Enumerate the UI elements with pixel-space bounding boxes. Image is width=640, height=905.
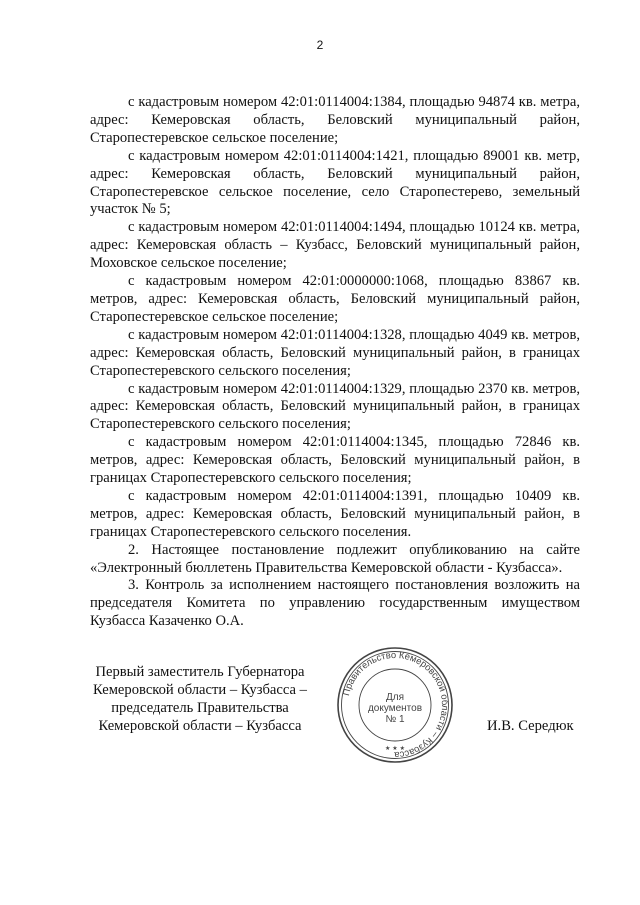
paragraph-publication: 2. Настоящее постановление подлежит опубликованию на сайте «Электронный бюллетень Правительства Кемеровской области - Кузбасса». xyxy=(90,541,580,576)
paragraph-land-plot-8: с кадастровым номером 42:01:0114004:1391, площадью 10409 кв. метров, адрес: Кемеровская область, Беловский муниципальный район, в границах Старопестеревского сельского поселения. xyxy=(90,487,580,540)
signatory-title-line: председатель Правительства xyxy=(111,699,289,716)
stamp-ring-text: Правительство Кемеровской области – Кузбасса xyxy=(340,648,452,762)
document-body xyxy=(90,94,580,631)
stamp-center-line-2: документов xyxy=(367,703,423,714)
paragraph-land-plot-7: с кадастровым номером 42:01:0114004:1345, площадью 72846 кв. метров, адрес: Кемеровская область, Беловский муниципальный район, в границах Старопестеревского сельского поселения; xyxy=(90,434,580,487)
paragraph-land-plot-1: с кадастровым номером 42:01:0114004:1384, площадью 94874 кв. метра, адрес: Кемеровская область, Беловский муниципальный район, Старопестеревское сельское поселение; xyxy=(90,94,580,146)
stamp-center-line-3: № 1 xyxy=(385,714,405,725)
paragraph-land-plot-5: с кадастровым номером 42:01:0114004:1328, площадью 4049 кв. метров, адрес: Кемеровская область, Беловский муниципальный район, в границах Старопестеревского сельского поселения; xyxy=(90,326,580,379)
stamp-center-line-1: Для xyxy=(385,692,405,703)
paragraph-land-plot-4: с кадастровым номером 42:01:0000000:1068, площадью 83867 кв. метров, адрес: Кемеровская область, Беловский муниципальный район, Старопестеревское сельское поселение; xyxy=(90,273,580,325)
page-number: 2 xyxy=(316,38,324,52)
paragraph-land-plot-6: с кадастровым номером 42:01:0114004:1329, площадью 2370 кв. метров, адрес: Кемеровская область, Беловский муниципальный район, в границах Старопестеревского сельского поселения; xyxy=(90,380,580,433)
signatory-title-line: Кемеровской области – Кузбасса xyxy=(98,717,302,734)
paragraph-land-plot-2: с кадастровым номером 42:01:0114004:1421, площадью 89001 кв. метр, адрес: Кемеровская область, Беловский муниципальный район, Старопестеревское сельское поселение, село Старопестерево, земельный участок № 5; xyxy=(90,147,580,218)
signatory-title-line: Первый заместитель Губернатора xyxy=(95,664,305,680)
paragraph-land-plot-3: с кадастровым номером 42:01:0114004:1494, площадью 10124 кв. метра, адрес: Кемеровская область – Кузбасс, Беловский муниципальный район, Моховское сельское поселение; xyxy=(90,219,580,272)
official-stamp xyxy=(335,645,455,765)
signatory-name: И.В. Середюк xyxy=(487,718,574,734)
paragraph-control: 3. Контроль за исполнением настоящего постановления возложить на председателя Комитета по управлению государственным имуществом Кузбасса Казаченко О.А. xyxy=(90,577,580,630)
signatory-title-line: Кемеровской области – Кузбасса – xyxy=(93,681,307,698)
stamp-stars: ★ ★ ★ xyxy=(385,745,405,752)
signatory-title xyxy=(84,664,316,736)
